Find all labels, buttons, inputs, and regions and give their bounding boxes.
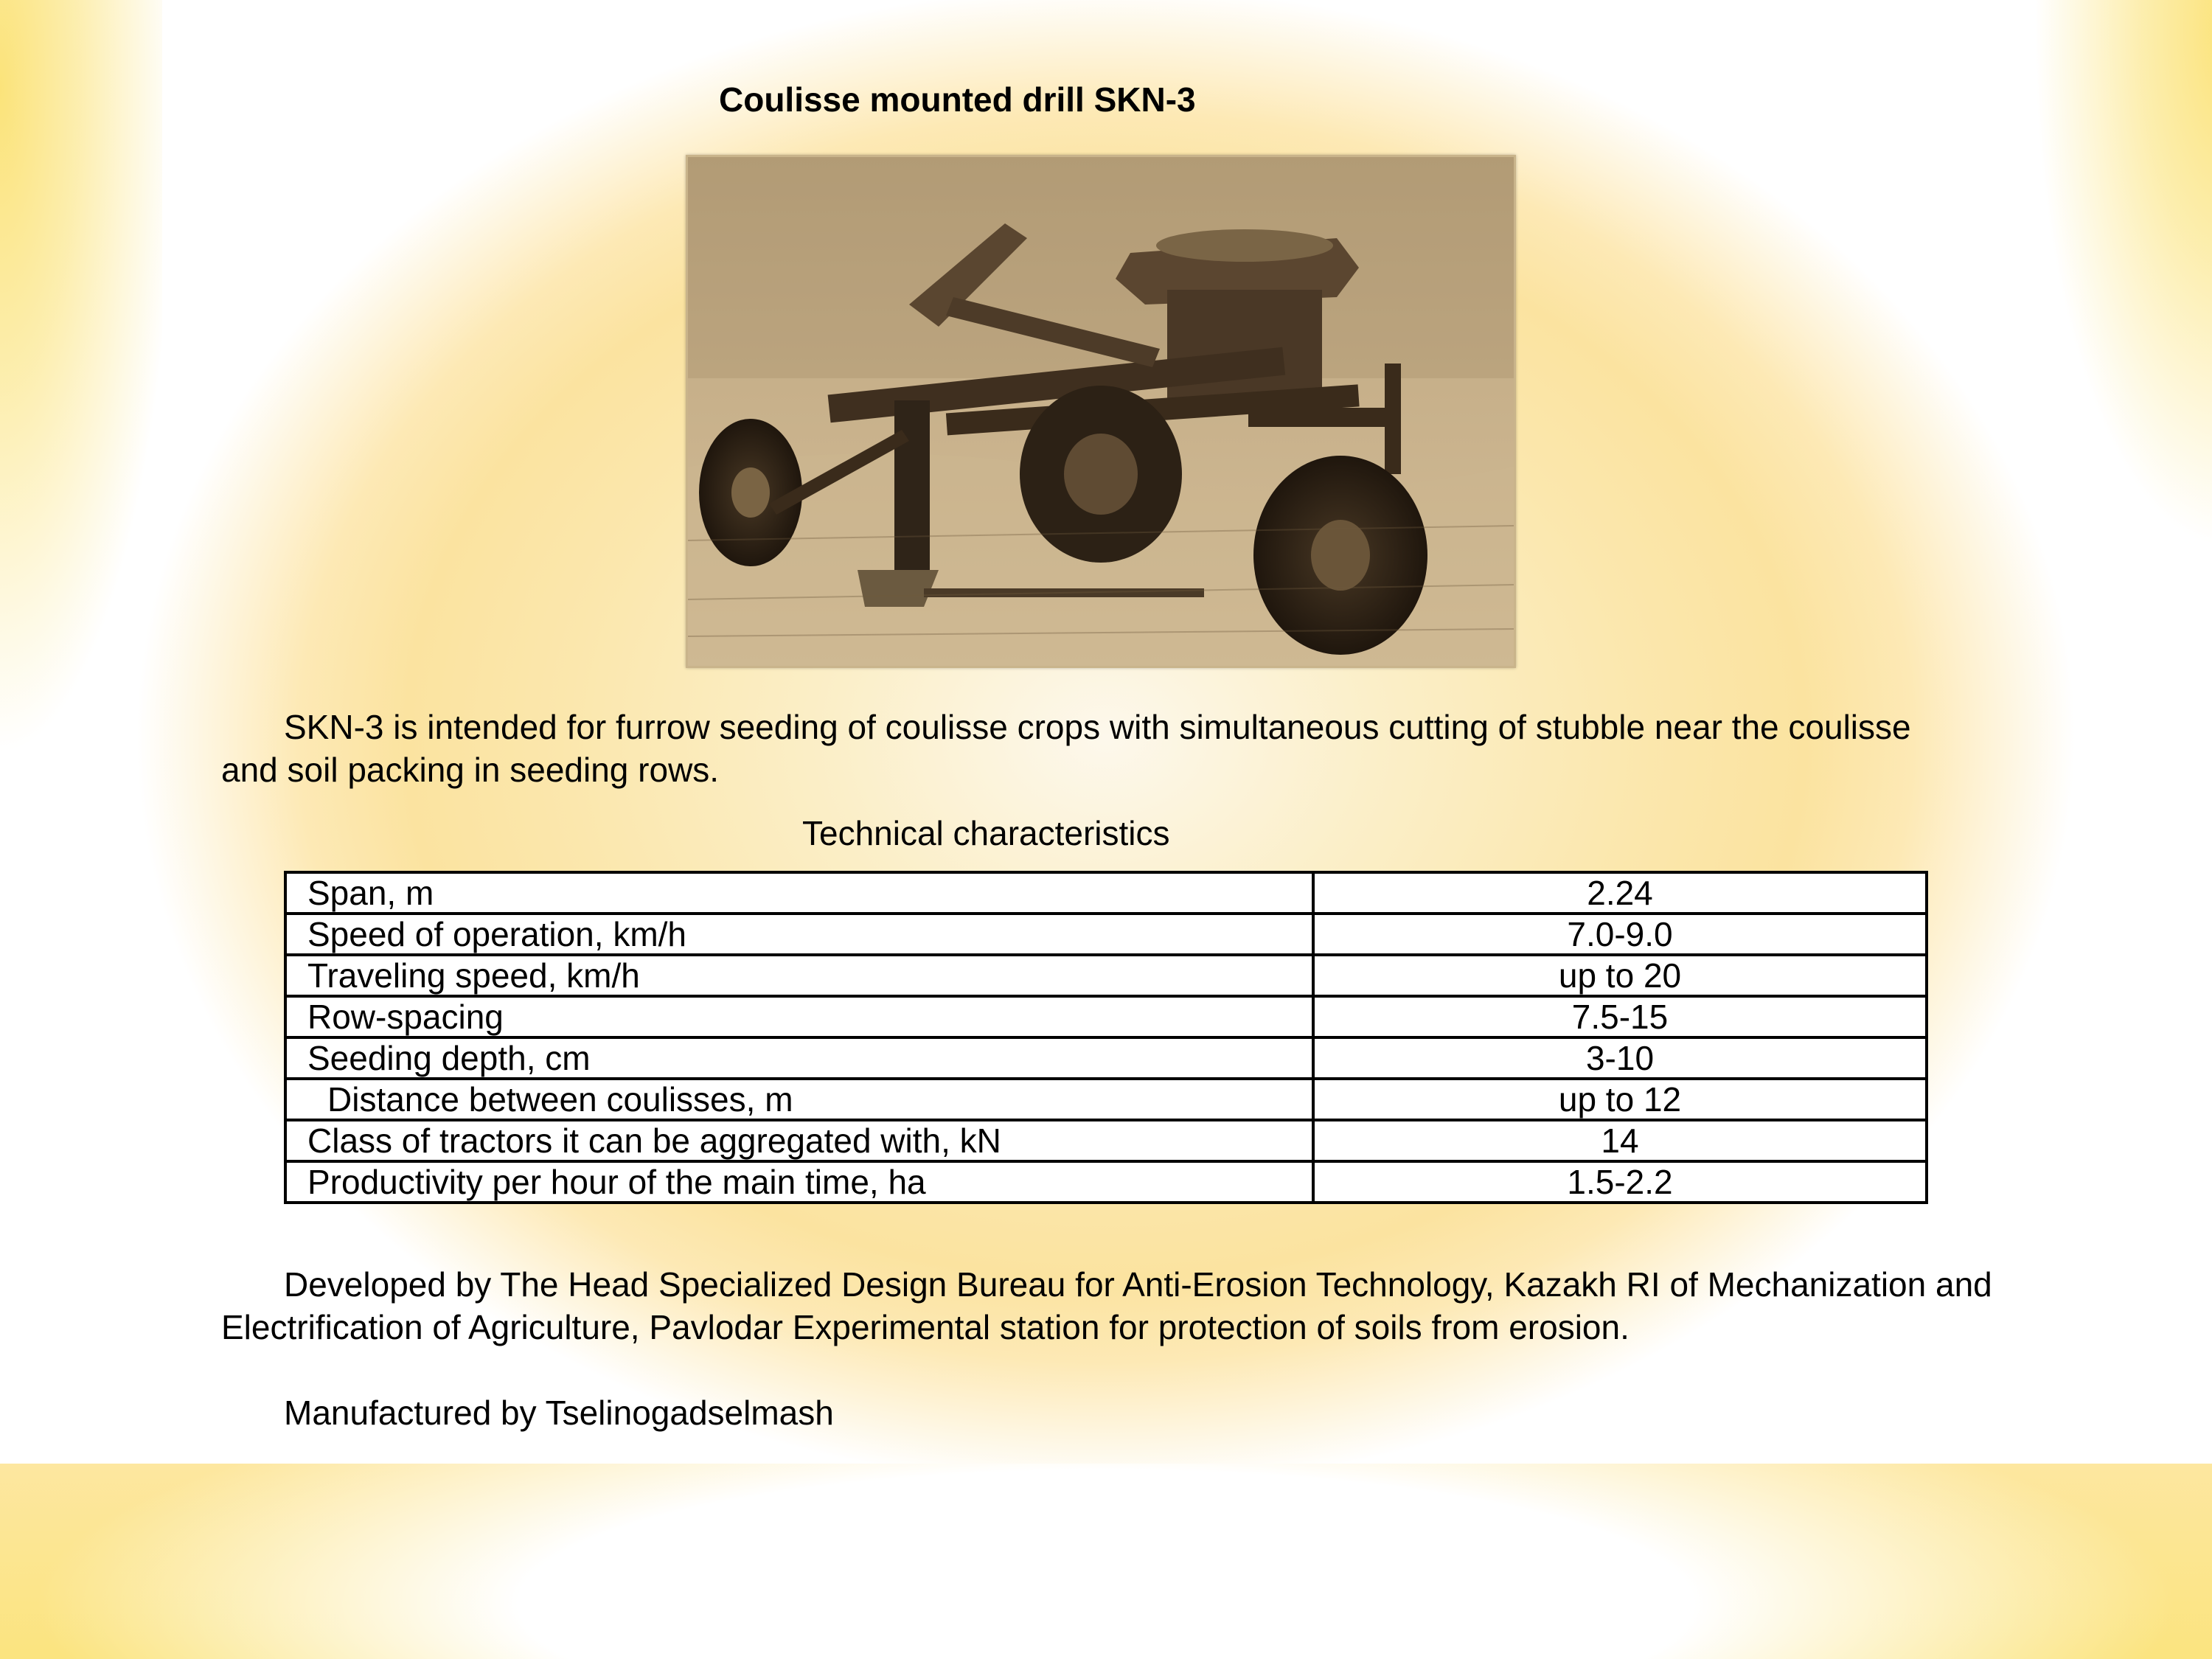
spec-label: Traveling speed, km/h [285, 955, 1313, 996]
spec-label: Span, m [285, 872, 1313, 914]
spec-value: 1.5-2.2 [1313, 1161, 1927, 1203]
spec-value: 14 [1313, 1120, 1927, 1161]
table-row [285, 996, 1927, 1037]
intro-paragraph [221, 706, 1932, 791]
manufacturer-text: Manufactured by Tselinogadselmash [284, 1394, 834, 1432]
table-row [285, 1120, 1927, 1161]
table-title: Technical characteristics [802, 814, 1170, 852]
table-row [285, 914, 1927, 955]
spec-label: Class of tractors it can be aggregated with, kN [285, 1120, 1313, 1161]
table-row [285, 955, 1927, 996]
drill-photo [686, 155, 1516, 668]
spec-value: 7.0-9.0 [1313, 914, 1927, 955]
spec-value: up to 12 [1313, 1079, 1927, 1120]
spec-label: Seeding depth, cm [285, 1037, 1313, 1079]
intro-text: SKN-3 is intended for furrow seeding of coulisse crops with simultaneous cutting of stubble near the coulisse and soil packing in seeding rows. [221, 708, 1911, 789]
spec-value: 7.5-15 [1313, 996, 1927, 1037]
spec-label: Speed of operation, km/h [285, 914, 1313, 955]
developer-text: Developed by The Head Specialized Design Bureau for Anti-Erosion Technology, Kazakh RI of Mechanization and Electrification of Agriculture, Pavlodar Experimental station for protection of soils from erosion. [221, 1265, 1992, 1346]
developer-paragraph [221, 1263, 2183, 1349]
spec-label: Row-spacing [285, 996, 1313, 1037]
table-row [285, 872, 1927, 914]
drill-photo-illustration [688, 157, 1514, 666]
spec-value: 3-10 [1313, 1037, 1927, 1079]
table-row [285, 1161, 1927, 1203]
spec-label: Productivity per hour of the main time, ha [285, 1161, 1313, 1203]
page-title: Coulisse mounted drill SKN-3 [719, 80, 1196, 119]
spec-value: up to 20 [1313, 955, 1927, 996]
table-row [285, 1037, 1927, 1079]
spec-label: Distance between coulisses, m [285, 1079, 1313, 1120]
spec-value: 2.24 [1313, 872, 1927, 914]
table-row [285, 1079, 1927, 1120]
spec-table [284, 871, 1928, 1204]
